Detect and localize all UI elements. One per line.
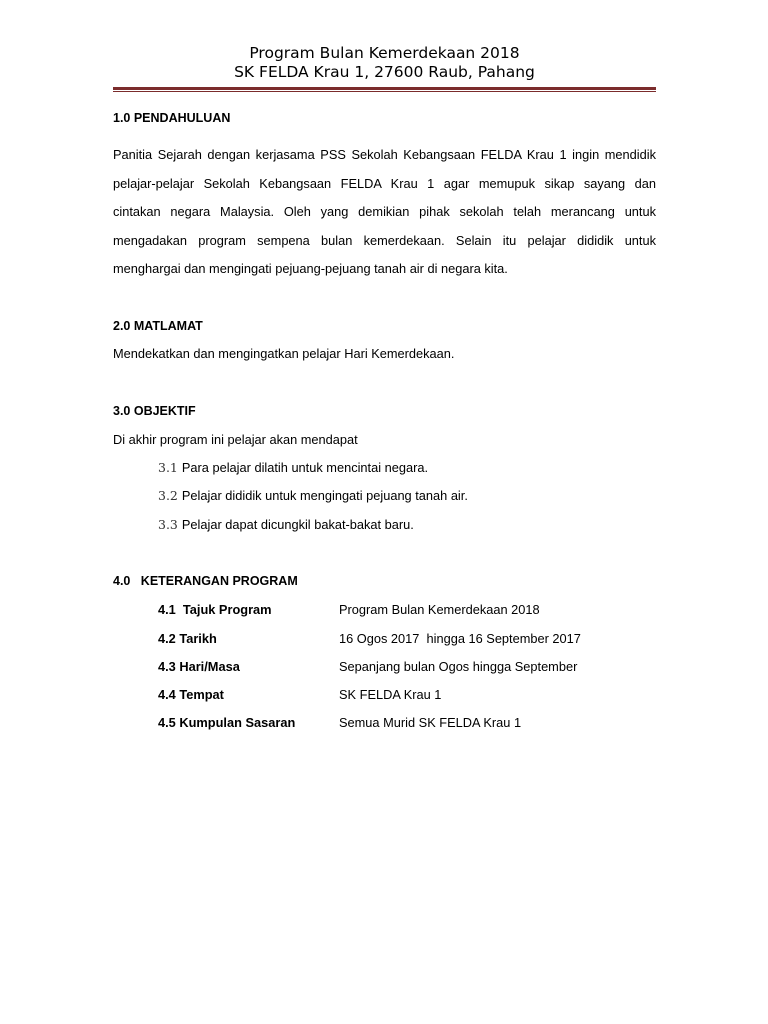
objektif-item-text: Pelajar dididik untuk mengingati pejuang tanah air. xyxy=(181,488,468,503)
header-title-line-1: Program Bulan Kemerdekaan 2018 xyxy=(249,44,520,62)
objektif-item-number: 3.1 xyxy=(158,460,178,475)
program-info-label: 4.4 Tempat xyxy=(158,687,224,702)
objektif-item-number: 3.2 xyxy=(158,488,178,503)
program-info-value: Program Bulan Kemerdekaan 2018 xyxy=(339,602,540,617)
program-info-row xyxy=(158,687,656,705)
program-info-value: SK FELDA Krau 1 xyxy=(339,687,442,702)
section-heading-pendahuluan: 1.0 PENDAHULUAN xyxy=(113,111,231,125)
section-heading-objektif: 3.0 OBJEKTIF xyxy=(113,404,196,418)
objektif-item-text: Pelajar dapat dicungkil bakat-bakat baru. xyxy=(181,517,414,532)
program-info-label: 4.5 Kumpulan Sasaran xyxy=(158,715,296,730)
pendahuluan-paragraph xyxy=(113,141,656,284)
pendahuluan-line-1: Panitia Sejarah dengan kerjasama PSS Sekolah Kebangsaan FELDA Krau 1 ingin mendidik xyxy=(113,147,656,162)
program-info-value: Sepanjang bulan Ogos hingga September xyxy=(339,659,578,674)
objektif-intro: Di akhir program ini pelajar akan mendapat xyxy=(113,432,358,447)
matlamat-text: Mendekatkan dan mengingatkan pelajar Hari Kemerdekaan. xyxy=(113,346,455,361)
pendahuluan-line-3: cintakan negara Malaysia. Oleh yang demikian pihak sekolah telah merancang untuk xyxy=(113,204,656,219)
objektif-item-text: Para pelajar dilatih untuk mencintai negara. xyxy=(181,460,429,475)
objektif-item xyxy=(158,488,468,503)
header-title-line-2: SK FELDA Krau 1, 27600 Raub, Pahang xyxy=(234,63,535,81)
objektif-item xyxy=(158,517,414,532)
program-info-label: 4.3 Hari/Masa xyxy=(158,659,240,674)
program-info-row xyxy=(158,659,656,677)
objektif-item-number: 3.3 xyxy=(158,517,178,532)
program-info-row xyxy=(158,631,656,649)
header-rule-thin xyxy=(113,91,656,92)
header-rule-thick xyxy=(113,87,656,90)
program-info-row xyxy=(158,715,656,733)
pendahuluan-line-4: mengadakan program sempena bulan kemerdekaan. Selain itu pelajar dididik untuk xyxy=(113,232,656,248)
program-info-row xyxy=(158,602,656,620)
pendahuluan-line-5: menghargai dan mengingati pejuang-pejuang tanah air di negara kita. xyxy=(113,261,508,276)
program-info-value: 16 Ogos 2017 hingga 16 September 2017 xyxy=(339,631,581,646)
document-header xyxy=(113,44,656,82)
pendahuluan-line-2: pelajar-pelajar Sekolah Kebangsaan FELDA Krau 1 agar memupuk sikap sayang dan xyxy=(113,175,656,191)
program-info-label: 4.1 Tajuk Program xyxy=(158,602,272,617)
section-heading-keterangan: 4.0 KETERANGAN PROGRAM xyxy=(113,574,298,588)
program-info-label: 4.2 Tarikh xyxy=(158,631,217,646)
section-heading-matlamat: 2.0 MATLAMAT xyxy=(113,319,203,333)
program-info-value: Semua Murid SK FELDA Krau 1 xyxy=(339,715,522,730)
objektif-item xyxy=(158,460,428,475)
